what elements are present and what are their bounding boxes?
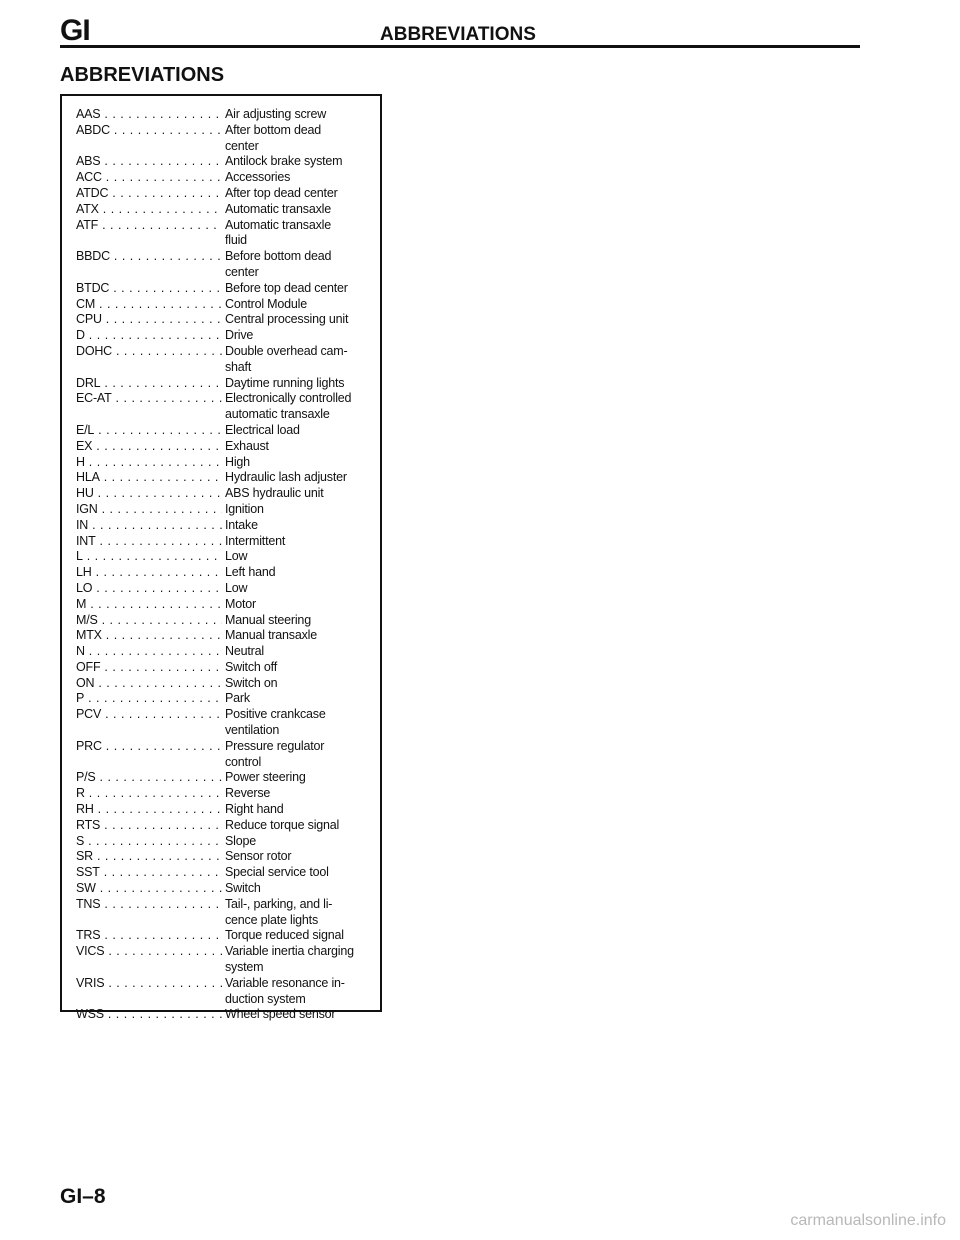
meaning-line: Automatic transaxle: [225, 201, 331, 216]
abbreviation-term: VICS . . .: [76, 944, 222, 976]
meaning-line: center: [225, 264, 259, 279]
abbreviation-meaning: [222, 502, 381, 518]
meaning-line: Motor: [225, 596, 256, 611]
meaning-line: ventilation: [225, 723, 280, 738]
abbreviation-term: E/L . . .: [76, 423, 222, 439]
meaning-line: Low: [225, 580, 248, 595]
abbreviation-term: D . . .: [76, 328, 222, 344]
abbreviation-meaning: [222, 154, 381, 170]
meaning-line: Before bottom dead: [225, 249, 332, 264]
abbreviation-term: PRC . . .: [76, 739, 222, 771]
meaning-line: system: [225, 960, 264, 975]
abbreviation-term: L . . .: [76, 549, 222, 565]
abbreviation-row: [76, 818, 381, 834]
meaning-line: Daytime running lights: [225, 375, 345, 390]
abbreviation-term: OFF . . .: [76, 660, 222, 676]
abbreviation-term: DOHC . . .: [76, 344, 222, 376]
section-code: GI: [60, 14, 90, 47]
abbreviation-term: P . . .: [76, 691, 222, 707]
abbreviation-row: [76, 391, 381, 423]
meaning-line: Intermittent: [225, 533, 286, 548]
abbreviation-meaning: [222, 202, 381, 218]
meaning-line: Wheel speed sensor: [225, 1007, 336, 1022]
abbreviation-row: [76, 218, 381, 250]
abbreviation-meaning: [222, 455, 381, 471]
abbreviation-term: ABS . . .: [76, 154, 222, 170]
meaning-line: Reverse: [225, 786, 271, 801]
abbreviation-row: [76, 154, 381, 170]
abbreviation-row: [76, 897, 381, 929]
abbreviation-term: SST . . .: [76, 865, 222, 881]
abbreviation-row: [76, 502, 381, 518]
abbreviation-row: [76, 549, 381, 565]
abbreviation-term: TRS . . .: [76, 928, 222, 944]
meaning-line: automatic transaxle: [225, 407, 330, 422]
abbreviation-row: [76, 802, 381, 818]
meaning-line: Ignition: [225, 501, 264, 516]
meaning-line: Tail-, parking, and li-: [225, 896, 333, 911]
meaning-line: Manual steering: [225, 612, 311, 627]
abbreviation-term: N . . .: [76, 644, 222, 660]
meaning-line: Special service tool: [225, 865, 329, 880]
abbreviation-row: [76, 770, 381, 786]
abbreviation-row: [76, 944, 381, 976]
header-rule: [60, 45, 860, 48]
meaning-line: Reduce torque signal: [225, 817, 340, 832]
abbreviation-term: ATX . . .: [76, 202, 222, 218]
abbreviation-meaning: [222, 849, 381, 865]
meaning-line: Right hand: [225, 802, 284, 817]
abbreviation-term: TNS . . .: [76, 897, 222, 929]
abbreviation-row: [76, 281, 381, 297]
meaning-line: Central processing unit: [225, 312, 349, 327]
header-title: ABBREVIATIONS: [380, 24, 536, 45]
abbreviation-term: RTS . . .: [76, 818, 222, 834]
meaning-line: Switch: [225, 881, 261, 896]
meaning-line: Sensor rotor: [225, 849, 292, 864]
meaning-line: duction system: [225, 991, 306, 1006]
meaning-line: Manual transaxle: [225, 628, 317, 643]
abbreviation-row: [76, 644, 381, 660]
abbreviation-meaning: [222, 691, 381, 707]
abbreviation-meaning: [222, 123, 381, 155]
abbreviation-row: [76, 691, 381, 707]
abbreviation-meaning: [222, 170, 381, 186]
abbreviation-row: [76, 249, 381, 281]
meaning-line: fluid: [225, 233, 247, 248]
abbreviation-term: M/S . . .: [76, 613, 222, 629]
meaning-line: Automatic transaxle: [225, 217, 331, 232]
abbreviation-meaning: [222, 486, 381, 502]
abbreviation-term: SW . . .: [76, 881, 222, 897]
abbreviation-term: MTX . . .: [76, 628, 222, 644]
meaning-line: Control Module: [225, 296, 307, 311]
abbreviation-term: ON . . .: [76, 676, 222, 692]
abbreviation-meaning: [222, 660, 381, 676]
abbreviation-term: IN . . .: [76, 518, 222, 534]
meaning-line: Slope: [225, 833, 256, 848]
abbreviation-meaning: [222, 518, 381, 534]
abbreviation-meaning: [222, 218, 381, 250]
abbreviation-row: [76, 928, 381, 944]
abbreviation-meaning: [222, 186, 381, 202]
abbreviation-meaning: [222, 376, 381, 392]
meaning-line: Variable resonance in-: [225, 975, 345, 990]
abbreviation-row: [76, 565, 381, 581]
meaning-line: Power steering: [225, 770, 306, 785]
abbreviation-term: DRL . . .: [76, 376, 222, 392]
abbreviation-term: HLA . . .: [76, 470, 222, 486]
abbreviation-row: [76, 581, 381, 597]
abbreviation-row: [76, 312, 381, 328]
abbreviation-term: SR . . .: [76, 849, 222, 865]
abbreviation-meaning: [222, 565, 381, 581]
meaning-line: Electrical load: [225, 422, 300, 437]
abbreviation-row: [76, 202, 381, 218]
abbreviation-meaning: [222, 439, 381, 455]
meaning-line: Left hand: [225, 565, 276, 580]
meaning-line: High: [225, 454, 250, 469]
meaning-line: Double overhead cam-: [225, 343, 348, 358]
abbreviation-meaning: [222, 676, 381, 692]
abbreviation-term: AAS . . .: [76, 107, 222, 123]
abbreviation-meaning: [222, 944, 381, 976]
abbreviation-term: ATF . . .: [76, 218, 222, 250]
abbreviation-term: H . . .: [76, 455, 222, 471]
abbreviation-term: RH . . .: [76, 802, 222, 818]
abbreviation-row: [76, 186, 381, 202]
abbreviation-row: [76, 834, 381, 850]
abbreviation-meaning: [222, 976, 381, 1008]
meaning-line: Before top dead center: [225, 280, 348, 295]
abbreviation-term: ACC . . .: [76, 170, 222, 186]
meaning-line: Neutral: [225, 644, 264, 659]
abbreviation-meaning: [222, 581, 381, 597]
abbreviation-meaning: [222, 881, 381, 897]
meaning-line: Pressure regulator: [225, 738, 325, 753]
abbreviation-row: [76, 297, 381, 313]
abbreviation-meaning: [222, 107, 381, 123]
abbreviation-row: [76, 676, 381, 692]
abbreviation-list: [76, 107, 381, 1023]
abbreviation-row: [76, 123, 381, 155]
abbreviation-term: VRIS . . .: [76, 976, 222, 1008]
meaning-line: Low: [225, 549, 248, 564]
abbreviation-row: [76, 486, 381, 502]
meaning-line: ABS hydraulic unit: [225, 486, 324, 501]
abbreviation-meaning: [222, 628, 381, 644]
meaning-line: control: [225, 754, 262, 769]
meaning-line: After bottom dead: [225, 122, 321, 137]
abbreviation-meaning: [222, 644, 381, 660]
abbreviation-meaning: [222, 802, 381, 818]
abbreviation-meaning: [222, 739, 381, 771]
abbreviation-meaning: [222, 534, 381, 550]
meaning-line: Hydraulic lash adjuster: [225, 470, 347, 485]
abbreviation-term: BBDC . . .: [76, 249, 222, 281]
abbreviation-row: [76, 439, 381, 455]
abbreviation-row: [76, 660, 381, 676]
abbreviation-meaning: [222, 249, 381, 281]
meaning-line: Positive crankcase: [225, 707, 326, 722]
abbreviation-row: [76, 881, 381, 897]
abbreviation-meaning: [222, 344, 381, 376]
meaning-line: cence plate lights: [225, 912, 318, 927]
abbreviation-term: LO . . .: [76, 581, 222, 597]
abbreviation-term: ABDC . . .: [76, 123, 222, 155]
abbreviation-row: [76, 739, 381, 771]
abbreviation-meaning: [222, 1007, 381, 1023]
abbreviation-term: EC-AT . . .: [76, 391, 222, 423]
meaning-line: Drive: [225, 328, 254, 343]
abbreviation-meaning: [222, 549, 381, 565]
meaning-line: Exhaust: [225, 438, 269, 453]
abbreviation-term: R . . .: [76, 786, 222, 802]
abbreviation-row: [76, 976, 381, 1008]
meaning-line: Antilock brake system: [225, 154, 343, 169]
abbreviation-row: [76, 1007, 381, 1023]
meaning-line: Air adjusting screw: [225, 107, 327, 121]
abbreviation-row: [76, 423, 381, 439]
abbreviation-meaning: [222, 818, 381, 834]
meaning-line: Electronically controlled: [225, 391, 352, 406]
abbreviation-meaning: [222, 470, 381, 486]
abbreviation-meaning: [222, 328, 381, 344]
abbreviation-term: PCV . . .: [76, 707, 222, 739]
abbreviation-meaning: [222, 928, 381, 944]
abbreviation-meaning: [222, 707, 381, 739]
abbreviation-term: EX . . .: [76, 439, 222, 455]
abbreviation-term: IGN . . .: [76, 502, 222, 518]
abbreviation-row: [76, 470, 381, 486]
page-heading: ABBREVIATIONS: [60, 64, 225, 86]
abbreviation-meaning: [222, 786, 381, 802]
abbreviation-row: [76, 328, 381, 344]
meaning-line: Park: [225, 691, 250, 706]
abbreviation-meaning: [222, 834, 381, 850]
abbreviation-row: [76, 613, 381, 629]
abbreviation-row: [76, 849, 381, 865]
abbreviation-meaning: [222, 423, 381, 439]
meaning-line: Torque reduced signal: [225, 928, 344, 943]
abbreviation-term: CPU . . .: [76, 312, 222, 328]
abbreviation-meaning: [222, 613, 381, 629]
meaning-line: center: [225, 138, 259, 153]
watermark: carmanualsonline.info: [790, 1212, 946, 1229]
meaning-line: Switch off: [225, 659, 277, 674]
abbreviation-term: LH . . .: [76, 565, 222, 581]
meaning-line: Accessories: [225, 170, 291, 185]
abbreviation-meaning: [222, 597, 381, 613]
meaning-line: shaft: [225, 359, 252, 374]
abbreviation-row: [76, 707, 381, 739]
abbreviation-meaning: [222, 391, 381, 423]
abbreviation-meaning: [222, 312, 381, 328]
abbreviation-row: [76, 170, 381, 186]
abbreviation-row: [76, 786, 381, 802]
abbreviation-row: [76, 518, 381, 534]
abbreviation-row: [76, 107, 381, 123]
abbreviation-meaning: [222, 297, 381, 313]
abbreviation-term: INT . . .: [76, 534, 222, 550]
page-number: GI–8: [60, 1185, 106, 1208]
meaning-line: Variable inertia charging: [225, 944, 354, 959]
abbreviation-row: [76, 628, 381, 644]
abbreviation-term: HU . . .: [76, 486, 222, 502]
abbreviation-row: [76, 865, 381, 881]
abbreviation-meaning: [222, 281, 381, 297]
abbreviation-term: WSS . . .: [76, 1007, 222, 1023]
abbreviation-term: ATDC . . .: [76, 186, 222, 202]
meaning-line: Intake: [225, 517, 258, 532]
abbreviation-meaning: [222, 770, 381, 786]
meaning-line: After top dead center: [225, 185, 338, 200]
abbreviation-row: [76, 376, 381, 392]
abbreviation-term: CM . . .: [76, 297, 222, 313]
abbreviation-meaning: [222, 897, 381, 929]
abbreviation-term: P/S . . .: [76, 770, 222, 786]
abbreviation-term: BTDC . . .: [76, 281, 222, 297]
abbreviation-meaning: [222, 865, 381, 881]
abbreviation-row: [76, 344, 381, 376]
abbreviation-row: [76, 455, 381, 471]
abbreviation-row: [76, 597, 381, 613]
abbreviation-row: [76, 534, 381, 550]
meaning-line: Switch on: [225, 675, 278, 690]
abbreviation-term: M . . .: [76, 597, 222, 613]
abbreviation-term: S . . .: [76, 834, 222, 850]
